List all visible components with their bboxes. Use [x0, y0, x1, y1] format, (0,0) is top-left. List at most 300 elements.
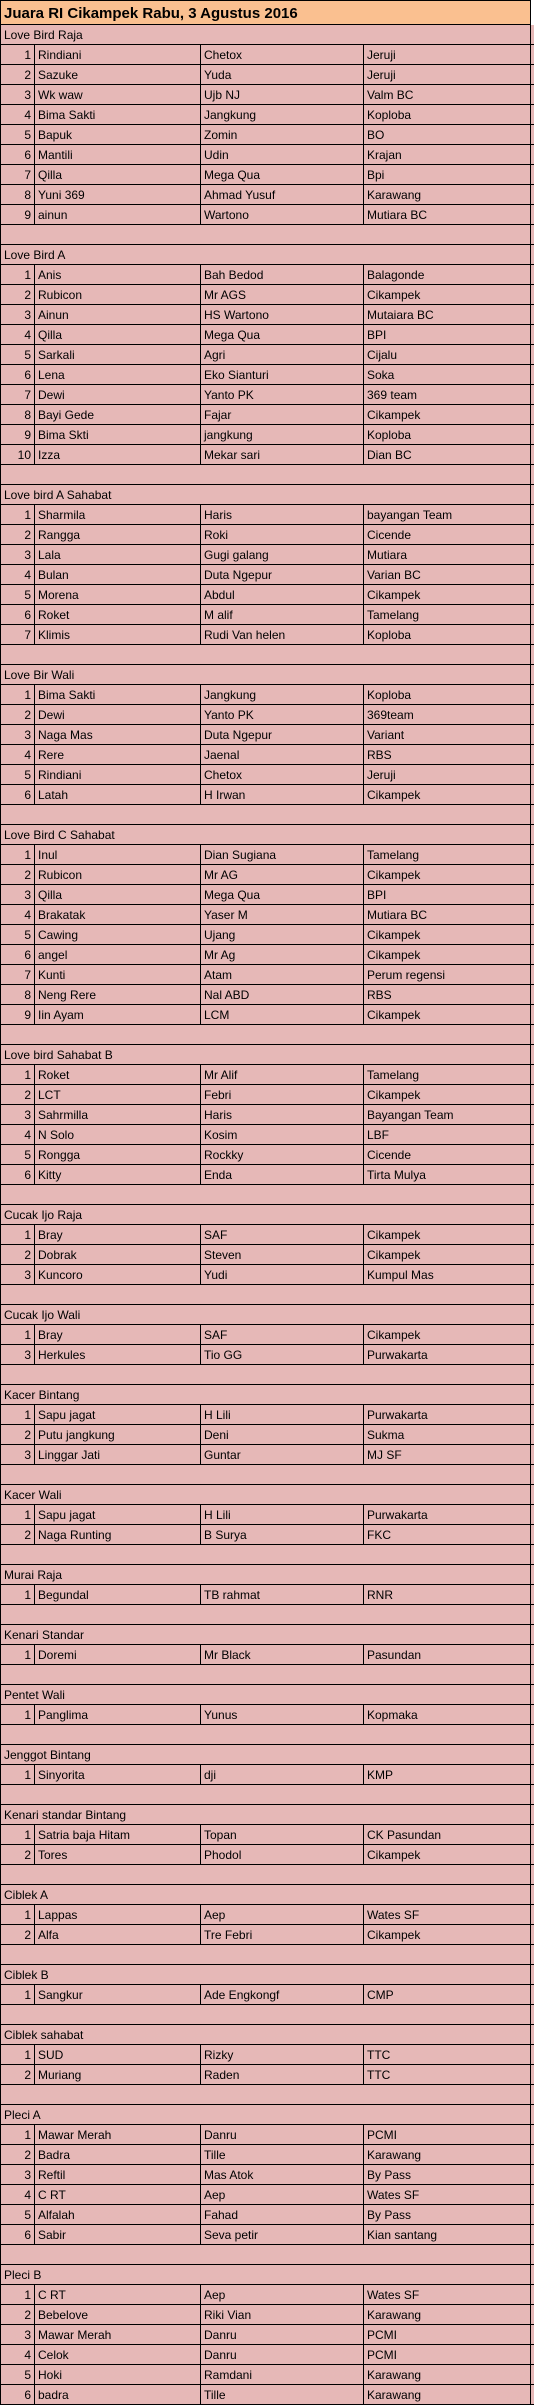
bird-name-cell: Rere [35, 745, 201, 764]
bird-name-cell: Sinyorita [35, 1765, 201, 1784]
section-header [0, 1885, 534, 1905]
rank-cell: 4 [0, 105, 35, 124]
section-title: Love Bird C Sahabat [0, 825, 531, 844]
bird-name-cell: Rindiani [35, 45, 201, 64]
table-row [0, 2385, 534, 2405]
rank-cell: 5 [0, 125, 35, 144]
bird-name-cell: badra [35, 2385, 201, 2404]
rank-cell: 4 [0, 2185, 35, 2204]
table-row [0, 165, 534, 185]
bird-name-cell: Latah [35, 785, 201, 804]
owner-name-cell: Agri [201, 345, 364, 364]
section-header [0, 1565, 534, 1585]
owner-name-cell: Yanto PK [201, 705, 364, 724]
table-row [0, 2325, 534, 2345]
team-name-cell: Mutiara BC [364, 205, 531, 224]
bird-name-cell: Naga Runting [35, 1525, 201, 1544]
section-title: Kenari Standar [0, 1625, 531, 1644]
bird-name-cell: Hoki [35, 2365, 201, 2384]
team-name-cell: MJ SF [364, 1445, 531, 1464]
owner-name-cell: SAF [201, 1225, 364, 1244]
team-name-cell: Koploba [364, 425, 531, 444]
rank-cell: 3 [0, 1265, 35, 1284]
owner-name-cell: LCM [201, 1005, 364, 1024]
table-row [0, 1225, 534, 1245]
owner-name-cell: Jaenal [201, 745, 364, 764]
team-name-cell: Purwakarta [364, 1505, 531, 1524]
rank-cell: 7 [0, 625, 35, 644]
rank-cell: 2 [0, 65, 35, 84]
owner-name-cell: Ramdani [201, 2365, 364, 2384]
owner-name-cell: Mega Qua [201, 165, 364, 184]
table-row [0, 725, 534, 745]
owner-name-cell: Ujang [201, 925, 364, 944]
table-row [0, 1265, 534, 1285]
owner-name-cell: Mega Qua [201, 325, 364, 344]
rank-cell: 6 [0, 785, 35, 804]
team-name-cell: Cicende [364, 525, 531, 544]
rank-cell: 5 [0, 765, 35, 784]
rank-cell: 1 [0, 2045, 35, 2064]
rank-cell: 2 [0, 865, 35, 884]
blank-cell [0, 645, 531, 664]
table-row [0, 565, 534, 585]
blank-row [0, 2085, 534, 2105]
bird-name-cell: Roket [35, 605, 201, 624]
section-header [0, 1045, 534, 1065]
rank-cell: 6 [0, 945, 35, 964]
rank-cell: 5 [0, 345, 35, 364]
table-row [0, 1925, 534, 1945]
owner-name-cell: Danru [201, 2125, 364, 2144]
owner-name-cell: Yudi [201, 1265, 364, 1284]
owner-name-cell: Fajar [201, 405, 364, 424]
bird-name-cell: Panglima [35, 1705, 201, 1724]
table-row [0, 505, 534, 525]
table-row [0, 185, 534, 205]
section-header [0, 1965, 534, 1985]
bird-name-cell: Celok [35, 2345, 201, 2364]
bird-name-cell: Bapuk [35, 125, 201, 144]
bird-name-cell: Wk waw [35, 85, 201, 104]
team-name-cell: Cikampek [364, 1845, 531, 1864]
owner-name-cell: Mas Atok [201, 2165, 364, 2184]
bird-name-cell: Kitty [35, 1165, 201, 1184]
table-row [0, 405, 534, 425]
owner-name-cell: Topan [201, 1825, 364, 1844]
bird-name-cell: Bima Sakti [35, 685, 201, 704]
blank-row [0, 2005, 534, 2025]
table-row [0, 345, 534, 365]
bird-name-cell: LCT [35, 1085, 201, 1104]
blank-cell [0, 225, 531, 244]
bird-name-cell: SUD [35, 2045, 201, 2064]
table-row [0, 2345, 534, 2365]
bird-name-cell: Sharmila [35, 505, 201, 524]
blank-cell [0, 1465, 531, 1484]
team-name-cell: Jeruji [364, 65, 531, 84]
owner-name-cell: jangkung [201, 425, 364, 444]
table-row [0, 145, 534, 165]
blank-row [0, 1365, 534, 1385]
section-title: Kenari standar Bintang [0, 1805, 531, 1824]
rank-cell: 3 [0, 305, 35, 324]
rank-cell: 2 [0, 1085, 35, 1104]
section-title: Pleci A [0, 2105, 531, 2124]
team-name-cell: Karawang [364, 2385, 531, 2404]
section-header [0, 2025, 534, 2045]
owner-name-cell: Abdul [201, 585, 364, 604]
table-row [0, 585, 534, 605]
owner-name-cell: Aep [201, 2185, 364, 2204]
section-title: Love bird Sahabat B [0, 1045, 531, 1064]
rank-cell: 2 [0, 1925, 35, 1944]
bird-name-cell: Dewi [35, 705, 201, 724]
rank-cell: 2 [0, 1245, 35, 1264]
section-title: Love bird A Sahabat [0, 485, 531, 504]
rank-cell: 8 [0, 405, 35, 424]
table-row [0, 45, 534, 65]
table-row [0, 1245, 534, 1265]
owner-name-cell: Nal ABD [201, 985, 364, 1004]
team-name-cell: Kian santang [364, 2225, 531, 2244]
owner-name-cell: Chetox [201, 765, 364, 784]
owner-name-cell: Mr AGS [201, 285, 364, 304]
table-row [0, 1145, 534, 1165]
owner-name-cell: Mr AG [201, 865, 364, 884]
team-name-cell: Kopmaka [364, 1705, 531, 1724]
team-name-cell: Cikampek [364, 1085, 531, 1104]
rank-cell: 1 [0, 1225, 35, 1244]
owner-name-cell: Aep [201, 1905, 364, 1924]
bird-name-cell: Muriang [35, 2065, 201, 2084]
team-name-cell: RBS [364, 745, 531, 764]
owner-name-cell: H Lili [201, 1405, 364, 1424]
table-row [0, 425, 534, 445]
bird-name-cell: Anis [35, 265, 201, 284]
table-row [0, 1165, 534, 1185]
rank-cell: 5 [0, 2205, 35, 2224]
owner-name-cell: Eko Sianturi [201, 365, 364, 384]
section-header [0, 665, 534, 685]
bird-name-cell: Izza [35, 445, 201, 464]
owner-name-cell: Phodol [201, 1845, 364, 1864]
owner-name-cell: Fahad [201, 2205, 364, 2224]
blank-cell [0, 1185, 531, 1204]
bird-name-cell: Inul [35, 845, 201, 864]
section-title: Kacer Bintang [0, 1385, 531, 1404]
team-name-cell: Karawang [364, 2365, 531, 2384]
bird-name-cell: Roket [35, 1065, 201, 1084]
owner-name-cell: Atam [201, 965, 364, 984]
blank-row [0, 225, 534, 245]
rank-cell: 1 [0, 1905, 35, 1924]
rank-cell: 1 [0, 2285, 35, 2304]
table-row [0, 1405, 534, 1425]
table-row [0, 1345, 534, 1365]
blank-cell [0, 1605, 531, 1624]
blank-row [0, 2245, 534, 2265]
team-name-cell: Tamelang [364, 845, 531, 864]
blank-row [0, 1025, 534, 1045]
owner-name-cell: Tille [201, 2145, 364, 2164]
rank-cell: 4 [0, 905, 35, 924]
rank-cell: 3 [0, 725, 35, 744]
rank-cell: 3 [0, 1105, 35, 1124]
table-row [0, 1325, 534, 1345]
rank-cell: 9 [0, 425, 35, 444]
owner-name-cell: Seva petir [201, 2225, 364, 2244]
team-name-cell: 369team [364, 705, 531, 724]
bird-name-cell: Bray [35, 1325, 201, 1344]
team-name-cell: TTC [364, 2045, 531, 2064]
table-row [0, 945, 534, 965]
team-name-cell: Cikampek [364, 925, 531, 944]
table-row [0, 845, 534, 865]
owner-name-cell: Rudi Van helen [201, 625, 364, 644]
bird-name-cell: Naga Mas [35, 725, 201, 744]
owner-name-cell: Rizky [201, 2045, 364, 2064]
bird-name-cell: Mantili [35, 145, 201, 164]
team-name-cell: Cikampek [364, 865, 531, 884]
bird-name-cell: Ainun [35, 305, 201, 324]
blank-cell [0, 2085, 531, 2104]
table-row [0, 1905, 534, 1925]
rank-cell: 3 [0, 2325, 35, 2344]
section-title: Cucak Ijo Wali [0, 1305, 531, 1324]
owner-name-cell: Udin [201, 145, 364, 164]
team-name-cell: Cicende [364, 1145, 531, 1164]
bird-name-cell: Bulan [35, 565, 201, 584]
owner-name-cell: Enda [201, 1165, 364, 1184]
table-row [0, 1845, 534, 1865]
team-name-cell: Wates SF [364, 2185, 531, 2204]
table-row [0, 1425, 534, 1445]
team-name-cell: Variant [364, 725, 531, 744]
owner-name-cell: Ade Engkongf [201, 1985, 364, 2004]
blank-cell [0, 2005, 531, 2024]
rank-cell: 5 [0, 925, 35, 944]
table-row [0, 1645, 534, 1665]
bird-name-cell: ainun [35, 205, 201, 224]
bird-name-cell: Rubicon [35, 285, 201, 304]
team-name-cell: LBF [364, 1125, 531, 1144]
table-row [0, 285, 534, 305]
rank-cell: 2 [0, 2145, 35, 2164]
bird-name-cell: Yuni 369 [35, 185, 201, 204]
bird-name-cell: Lena [35, 365, 201, 384]
team-name-cell: Karawang [364, 2305, 531, 2324]
team-name-cell: RNR [364, 1585, 531, 1604]
team-name-cell: Jeruji [364, 45, 531, 64]
blank-row [0, 805, 534, 825]
section-header [0, 1385, 534, 1405]
team-name-cell: Bayangan Team [364, 1105, 531, 1124]
rank-cell: 1 [0, 45, 35, 64]
bird-name-cell: Kunti [35, 965, 201, 984]
team-name-cell: FKC [364, 1525, 531, 1544]
bird-name-cell: Mawar Merah [35, 2325, 201, 2344]
table-row [0, 525, 534, 545]
owner-name-cell: Danru [201, 2345, 364, 2364]
rank-cell: 1 [0, 2125, 35, 2144]
blank-cell [0, 1665, 531, 1684]
team-name-cell: Cikampek [364, 1925, 531, 1944]
rank-cell: 1 [0, 685, 35, 704]
section-header [0, 485, 534, 505]
owner-name-cell: Riki Vian [201, 2305, 364, 2324]
owner-name-cell: Steven [201, 1245, 364, 1264]
team-name-cell: Pasundan [364, 1645, 531, 1664]
rank-cell: 6 [0, 2385, 35, 2404]
bird-name-cell: Lala [35, 545, 201, 564]
team-name-cell: Kumpul Mas [364, 1265, 531, 1284]
table-row [0, 785, 534, 805]
section-header [0, 1485, 534, 1505]
rank-cell: 3 [0, 1345, 35, 1364]
table-row [0, 1065, 534, 1085]
rank-cell: 6 [0, 1165, 35, 1184]
team-name-cell: Jeruji [364, 765, 531, 784]
owner-name-cell: Yuda [201, 65, 364, 84]
blank-cell [0, 805, 531, 824]
owner-name-cell: Dian Sugiana [201, 845, 364, 864]
table-row [0, 125, 534, 145]
blank-cell [0, 1785, 531, 1804]
team-name-cell: By Pass [364, 2165, 531, 2184]
team-name-cell: CMP [364, 1985, 531, 2004]
table-row [0, 1985, 534, 2005]
team-name-cell: Tamelang [364, 605, 531, 624]
rank-cell: 3 [0, 1445, 35, 1464]
team-name-cell: Sukma [364, 1425, 531, 1444]
bird-name-cell: Bebelove [35, 2305, 201, 2324]
bird-name-cell: Sabir [35, 2225, 201, 2244]
section-title: Love Bir Wali [0, 665, 531, 684]
team-name-cell: Wates SF [364, 1905, 531, 1924]
rank-cell: 2 [0, 1845, 35, 1864]
owner-name-cell: M alif [201, 605, 364, 624]
owner-name-cell: Tio GG [201, 1345, 364, 1364]
table-row [0, 545, 534, 565]
rank-cell: 6 [0, 605, 35, 624]
owner-name-cell: Chetox [201, 45, 364, 64]
section-header [0, 1805, 534, 1825]
bird-name-cell: Klimis [35, 625, 201, 644]
bird-name-cell: Begundal [35, 1585, 201, 1604]
sheet-title: Juara RI Cikampek Rabu, 3 Agustus 2016 [0, 0, 531, 25]
bird-name-cell: Sahrmilla [35, 1105, 201, 1124]
table-row [0, 1505, 534, 1525]
team-name-cell: Varian BC [364, 565, 531, 584]
section-header [0, 2265, 534, 2285]
bird-name-cell: Neng Rere [35, 985, 201, 1004]
section-header [0, 1745, 534, 1765]
team-name-cell: Cikampek [364, 1005, 531, 1024]
blank-row [0, 1865, 534, 1885]
section-title: Love Bird A [0, 245, 531, 264]
table-row [0, 445, 534, 465]
table-row [0, 2285, 534, 2305]
table-row [0, 985, 534, 1005]
bird-name-cell: Rongga [35, 1145, 201, 1164]
owner-name-cell: TB rahmat [201, 1585, 364, 1604]
table-row [0, 2145, 534, 2165]
rank-cell: 7 [0, 385, 35, 404]
table-row [0, 305, 534, 325]
section-title: Cucak Ijo Raja [0, 1205, 531, 1224]
team-name-cell: PCMI [364, 2345, 531, 2364]
table-row [0, 925, 534, 945]
blank-row [0, 1725, 534, 1745]
owner-name-cell: Mr Black [201, 1645, 364, 1664]
table-row [0, 1705, 534, 1725]
owner-name-cell: Ahmad Yusuf [201, 185, 364, 204]
table-row [0, 605, 534, 625]
bird-name-cell: Iin Ayam [35, 1005, 201, 1024]
blank-row [0, 1605, 534, 1625]
team-name-cell: Cikampek [364, 1325, 531, 1344]
blank-row [0, 1945, 534, 1965]
blank-cell [0, 1945, 531, 1964]
section-title: Murai Raja [0, 1565, 531, 1584]
bird-name-cell: Bray [35, 1225, 201, 1244]
rank-cell: 5 [0, 1145, 35, 1164]
bird-name-cell: C RT [35, 2285, 201, 2304]
team-name-cell: Koploba [364, 625, 531, 644]
team-name-cell: Cikampek [364, 585, 531, 604]
owner-name-cell: Gugi galang [201, 545, 364, 564]
team-name-cell: Tamelang [364, 1065, 531, 1084]
bird-name-cell: Rindiani [35, 765, 201, 784]
team-name-cell: Purwakarta [364, 1405, 531, 1424]
team-name-cell: Cijalu [364, 345, 531, 364]
owner-name-cell: Yunus [201, 1705, 364, 1724]
table-row [0, 365, 534, 385]
blank-cell [0, 2245, 531, 2264]
team-name-cell: Purwakarta [364, 1345, 531, 1364]
bird-name-cell: Sangkur [35, 1985, 201, 2004]
bird-name-cell: Reftil [35, 2165, 201, 2184]
section-title: Kacer Wali [0, 1485, 531, 1504]
bird-name-cell: Dobrak [35, 1245, 201, 1264]
owner-name-cell: Tre Febri [201, 1925, 364, 1944]
bird-name-cell: Morena [35, 585, 201, 604]
team-name-cell: Cikampek [364, 785, 531, 804]
section-header [0, 1625, 534, 1645]
table-row [0, 625, 534, 645]
rank-cell: 4 [0, 745, 35, 764]
section-header [0, 245, 534, 265]
bird-name-cell: Tores [35, 1845, 201, 1864]
team-name-cell: Koploba [364, 685, 531, 704]
owner-name-cell: Roki [201, 525, 364, 544]
blank-cell [0, 1865, 531, 1884]
rank-cell: 4 [0, 565, 35, 584]
table-row [0, 885, 534, 905]
team-name-cell: Cikampek [364, 1245, 531, 1264]
table-row [0, 1765, 534, 1785]
rank-cell: 1 [0, 1765, 35, 1784]
blank-row [0, 1785, 534, 1805]
team-name-cell: Krajan [364, 145, 531, 164]
team-name-cell: Perum regensi [364, 965, 531, 984]
owner-name-cell: Jangkung [201, 685, 364, 704]
table-row [0, 765, 534, 785]
blank-row [0, 1185, 534, 1205]
team-name-cell: bayangan Team [364, 505, 531, 524]
rank-cell: 5 [0, 585, 35, 604]
